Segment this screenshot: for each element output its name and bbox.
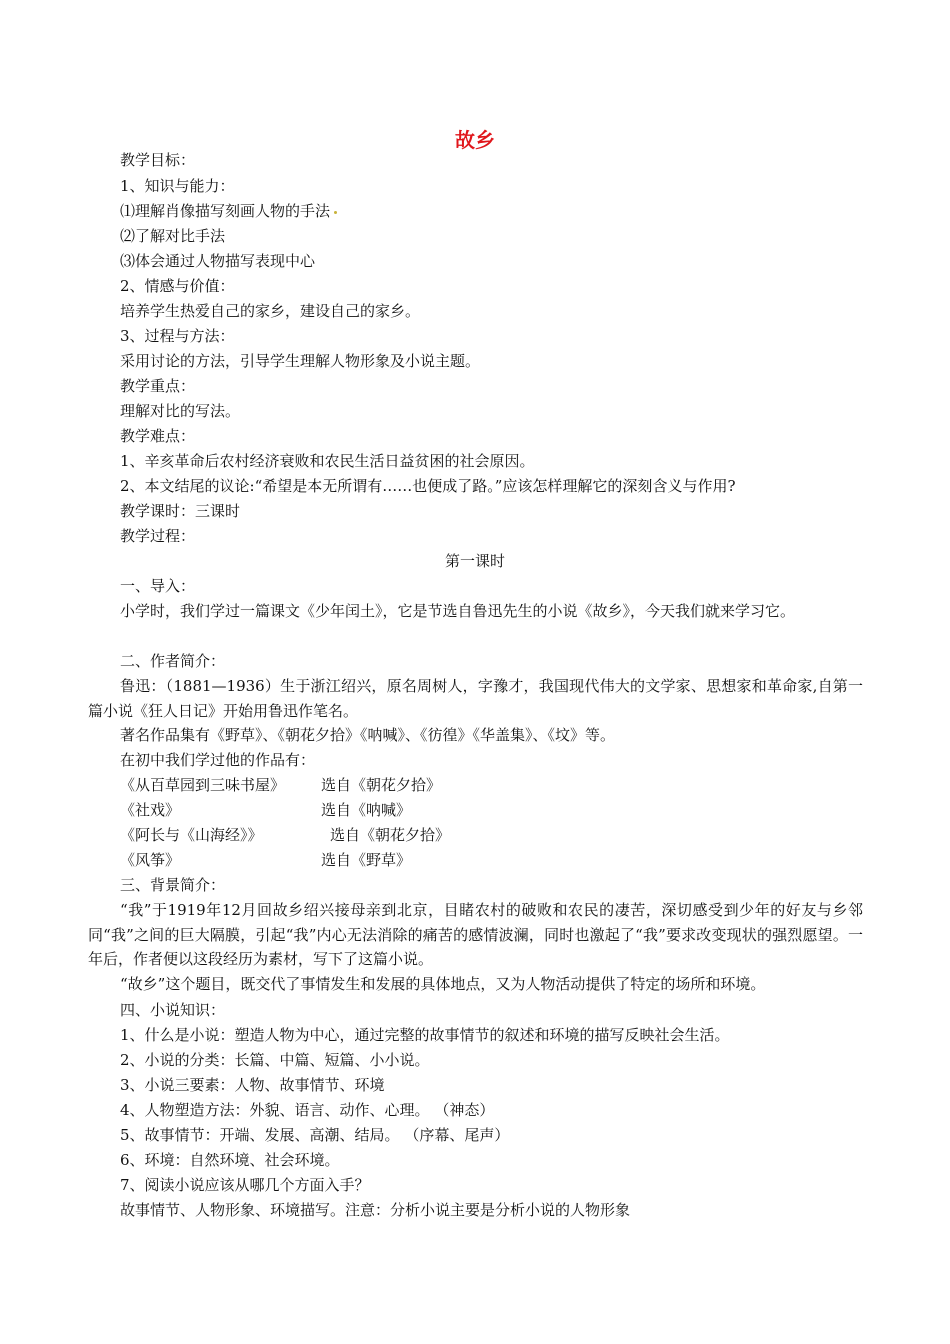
novel-item: 故事情节、人物形象、环境描写。注意：分析小说主要是分析小说的人物形象 [120, 1201, 631, 1219]
background-paragraph-2: “故乡”这个题目，既交代了事情发生和发展的具体地点，又为人物活动提供了特定的场所和环境。 [120, 975, 766, 993]
works-line: 著名作品集有《野草》、《朝花夕拾》《呐喊》、《彷徨》《华盖集》、《坟》等。 [120, 726, 616, 744]
objective-item-2: ⑵了解对比手法 [120, 227, 226, 245]
process-method-text: 采用讨论的方法，引导学生理解人物形象及小说主题。 [120, 352, 481, 370]
novel-item: 4、人物塑造方法：外貌、语言、动作、心理。 （神态） [120, 1101, 495, 1119]
objective-item-3: ⑶体会通过人物描写表现中心 [120, 252, 316, 270]
novel-item: 5、故事情节：开端、发展、高潮、结局。 （序幕、尾声） [120, 1126, 510, 1144]
work-title: 《阿长与《山海经》》 [120, 826, 263, 844]
work-source: 选自《呐喊》 [321, 801, 412, 819]
key-points-heading: 教学重点： [120, 377, 196, 395]
objectives-heading: 教学目标： [120, 151, 196, 169]
difficulty-item-1: 1、辛亥革命后农村经济衰败和农民生活日益贫困的社会原因。 [120, 452, 535, 470]
difficulty-item-2: 2、本文结尾的议论:“希望是本无所谓有……也便成了路。”应该怎样理解它的深刻含义与作用? [120, 477, 736, 495]
section-heading: 第一课时 [444, 552, 505, 570]
document-title: 故乡 [455, 128, 495, 152]
process-method-heading: 3、过程与方法： [120, 327, 235, 345]
emotion-value-text: 培养学生热爱自己的家乡，建设自己的家乡。 [120, 302, 421, 320]
intro-paragraph: 小学时，我们学过一篇课文《少年闰土》，它是节选自鲁迅先生的小说《故乡》，今天我们就来学习它。 [120, 602, 796, 620]
work-title: 《社戏》 [120, 801, 181, 819]
difficulties-heading: 教学难点： [120, 427, 196, 445]
background-paragraph-1: “我”于1919年12月回故乡绍兴接母亲到北京，目睹农村的破败和农民的凄苦，深切感受到少年的好友与乡邻同“我”之间的巨大隔膜，引起“我”内心无法消除的痛苦的感情波澜，同时也激起了“我”要求改变现状的强烈愿望。一年后，作者便以这段经历为素材，写下了这篇小说。 [88, 901, 863, 968]
key-points-text: 理解对比的写法。 [120, 402, 241, 420]
teaching-process-heading: 教学过程： [120, 527, 196, 545]
work-title: 《风筝》 [120, 851, 181, 869]
intro-heading: 一、导入： [120, 577, 196, 595]
novel-item: 3、小说三要素：人物、故事情节、环境 [120, 1076, 385, 1094]
work-source: 选自《朝花夕拾》 [330, 826, 451, 844]
novel-knowledge-heading: 四、小说知识： [120, 1001, 226, 1019]
novel-item: 6、环境：自然环境、社会环境。 [120, 1151, 340, 1169]
background-heading: 三、背景简介： [120, 876, 226, 894]
author-heading: 二、作者简介： [120, 652, 226, 670]
novel-item: 7、阅读小说应该从哪几个方面入手？ [120, 1176, 370, 1194]
work-source: 选自《野草》 [321, 851, 412, 869]
knowledge-ability-heading: 1、知识与能力： [120, 177, 235, 195]
class-hours: 教学课时：三课时 [120, 502, 241, 520]
author-paragraph: 鲁迅：（1881—1936）生于浙江绍兴，原名周树人，字豫才，我国现代伟大的文学家、思想家和革命家,自第一篇小说《狂人日记》开始用鲁迅作笔名。 [88, 677, 863, 720]
objective-item-1: ⑴理解肖像描写刻画人物的手法 [120, 201, 337, 221]
novel-item: 1、什么是小说：塑造人物为中心，通过完整的故事情节的叙述和环境的描写反映社会生活。 [120, 1026, 730, 1044]
emotion-value-heading: 2、情感与价值： [120, 277, 235, 295]
work-title: 《从百草园到三味书屋》 [120, 776, 286, 794]
novel-item: 2、小说的分类：长篇、中篇、短篇、小小说。 [120, 1051, 430, 1069]
work-source: 选自《朝花夕拾》 [321, 776, 442, 794]
studied-works-line: 在初中我们学过他的作品有： [120, 751, 316, 769]
